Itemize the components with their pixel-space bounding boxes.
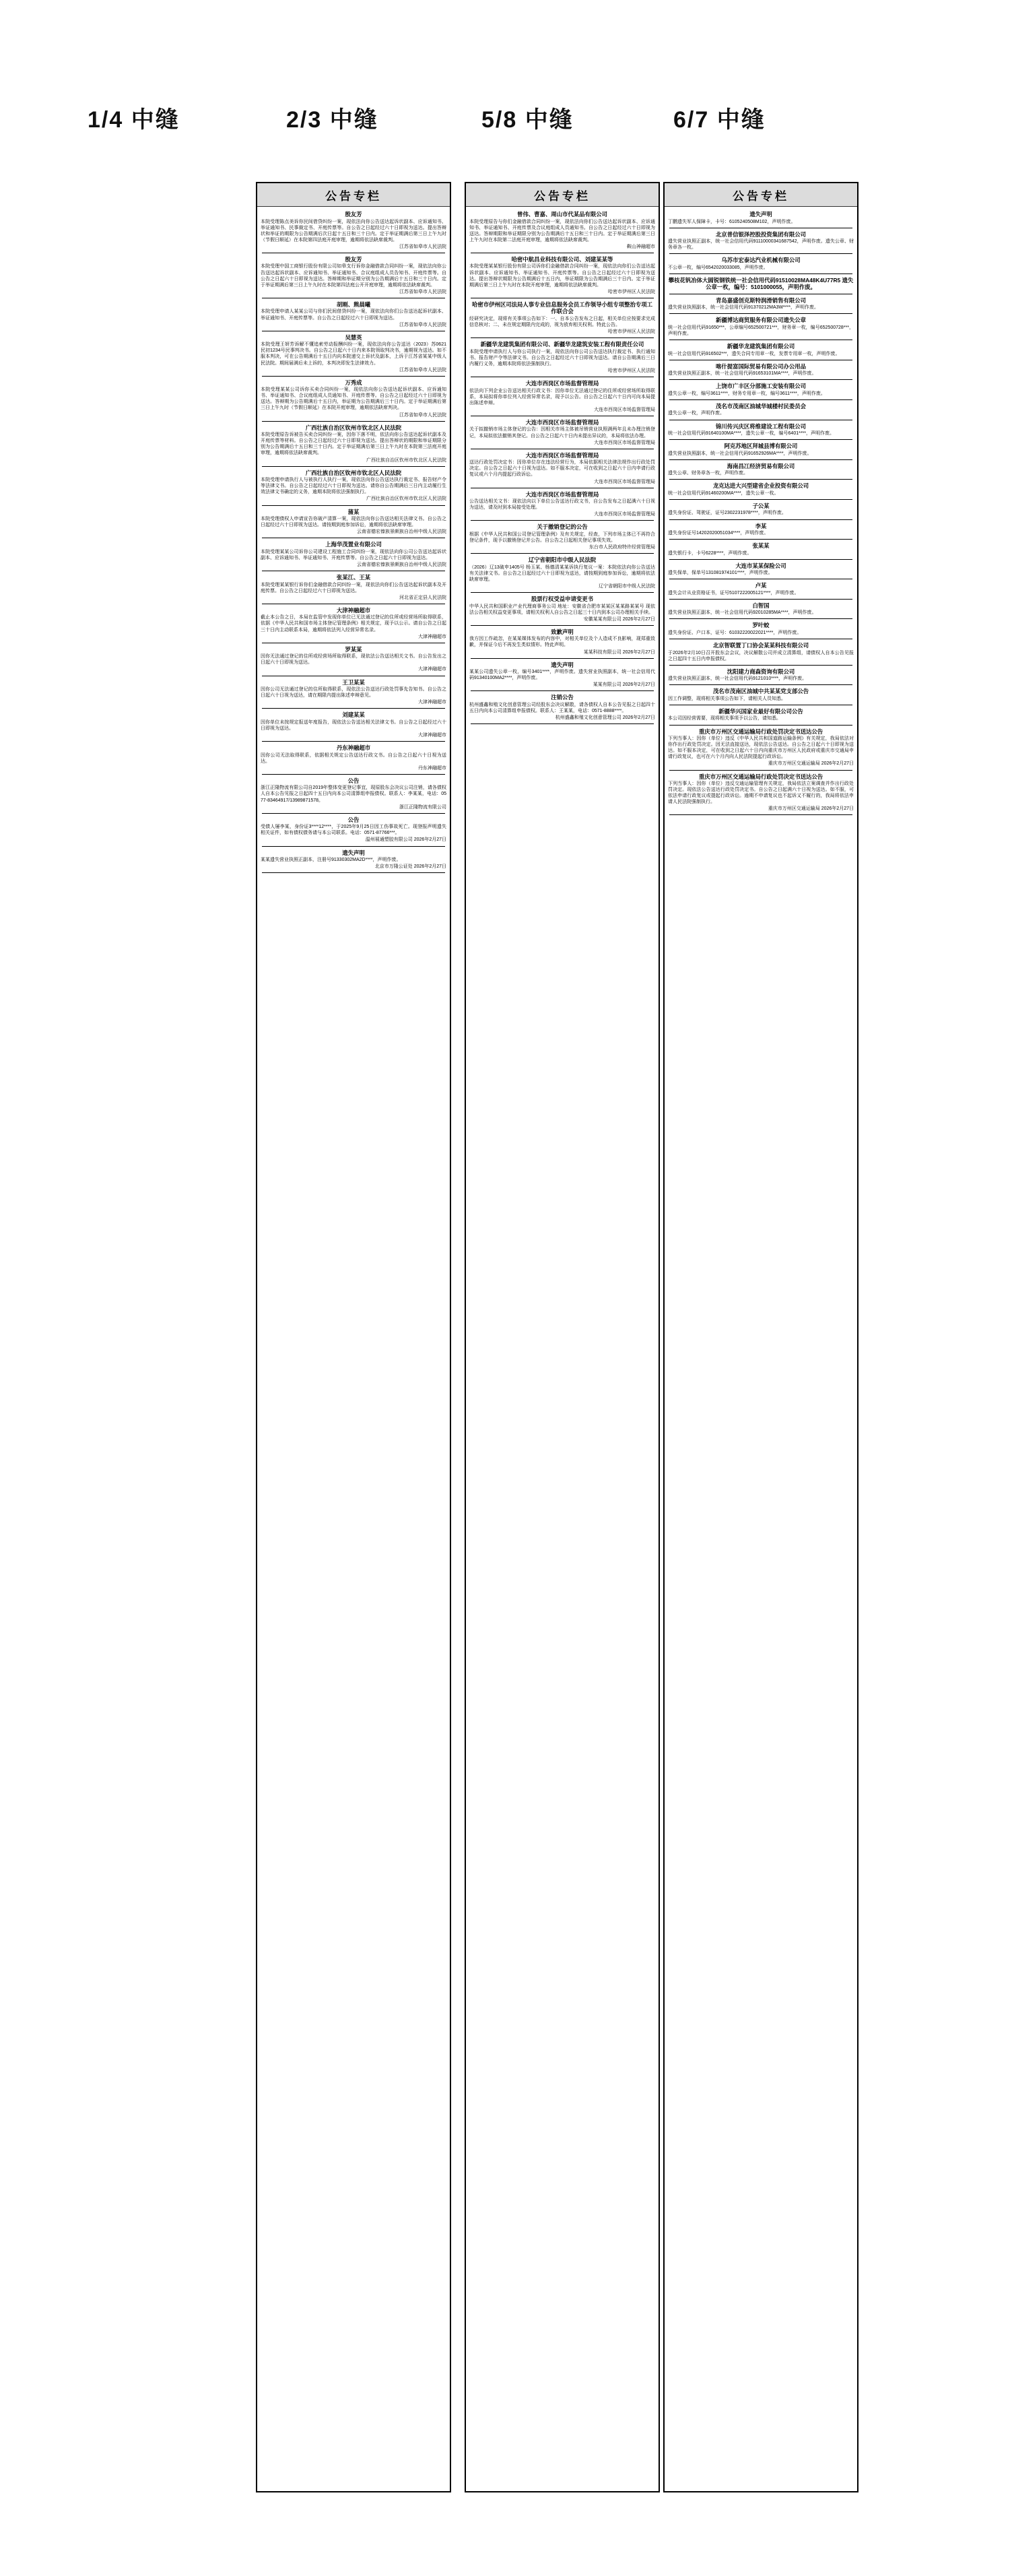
- notice-divider: [669, 519, 852, 520]
- notice-body: 某某公司遗失公章一枚，编号3401****，声明作废。遗失营业执照副本，统一社会信用代码91340100MA2****，声明作废。: [469, 670, 655, 681]
- notice-body: 依法向下列企业公告送达相关行政文书：因你单位无法通过登记的住所或经营场所取得联系，本局拟将你单位列入经营异常名录，现予以公告。自公告之日起六十日内可向本局提出陈述申辩。: [469, 388, 655, 406]
- notice-divider: [669, 599, 852, 600]
- notice-item: [261, 711, 446, 738]
- notice-title: 曾伟、曹嘉、周山市代某品有限公司: [517, 211, 607, 218]
- notice-body: 遗失营业执照正副本，统一社会信用代码91653101MA****，声明作废。: [668, 371, 817, 377]
- notice-item: [469, 556, 655, 589]
- notice-divider: [669, 770, 852, 771]
- notice-body: 杭州盛鑫和殖文化创意管理公司经股东会决议解散，请各债权人自本公告见报之日起四十五日内向本公司清算组申报债权。联系人：王某某，电话：0571-8888****。: [469, 702, 655, 713]
- notice-item: [469, 595, 655, 622]
- gutter-label-row: [0, 101, 1010, 141]
- gutter-label-1: 1/4 中缝: [88, 107, 180, 133]
- notice-body: 本院受理中国工商银行股份有限公司如皋支行诉你金融借款合同纠纷一案，现依法向你公告送达起诉状副本、应诉通知书、举证通知书、合议庭组成人员告知书、开庭传票等。自公告之日起六十日即视为送达。答辩期和举证期分别为公告期满后十五日和三十日内。定于举证期满后第三日上午九时在本院第四法庭公开开庭审理，逾期将依法缺席裁判。: [261, 264, 446, 288]
- notice-divider: [669, 439, 852, 440]
- notice-title: 遗失声明: [342, 849, 365, 856]
- notice-body: 浙江正隆物流有限公司自2019年整体变更登记事宜，现原股东会决议公司注销，请各债权人自本公告见报之日起四十五日内向本公司清算组申报债权。联系人：李某某，电话：0577-83464917/13989871578。: [261, 785, 446, 803]
- notice-divider: [669, 559, 852, 560]
- notice-item: [668, 582, 854, 596]
- notice-signature: 大连市西岗区市场监督管理局: [594, 407, 655, 412]
- notice-item: [261, 334, 446, 373]
- notice-divider: [262, 421, 445, 422]
- notice-title: 新疆华龙建筑集团有限公司: [727, 343, 795, 350]
- notice-title: 沈阳建力商森资询有限公司: [727, 668, 795, 675]
- notice-body: 送达行政处罚决定书：因你单位存在违法经营行为，本局依据相关法律法规作出行政处罚决定。自公告之日起六十日视为送达。如不服本决定，可在收到之日起六十日内申请行政复议或六个月内提起行政诉讼。: [469, 460, 655, 478]
- notice-title: 关于撤销登记的公告: [537, 523, 588, 531]
- notice-title: 殷友芳: [345, 211, 362, 218]
- notice-divider: [669, 479, 852, 480]
- gutter-label-2: 2/3 中缝: [286, 107, 378, 133]
- notice-divider: [471, 625, 654, 626]
- notice-item: [668, 363, 854, 377]
- notice-signature: 大连市西岗区市场监督管理局: [594, 440, 655, 445]
- notice-item: [261, 509, 446, 536]
- notice-title: 哈密中航昌业科技有限公司、刘建某某等: [511, 255, 613, 263]
- notice-body: 因你单位未按规定报送年度报告，现依法公告送达相关法律文书。自公告之日起经过六十日即视为送达。: [261, 719, 446, 731]
- notice-item: [469, 256, 655, 295]
- notice-item: [469, 211, 655, 250]
- notice-title: 殷友芳: [345, 255, 362, 263]
- notice-title: 哈密市伊州区司法局人事专业信息服务会员工作领导小组专项整治专项工作联合会: [472, 300, 652, 315]
- notice-item: [668, 708, 854, 722]
- notice-body: 遗失公章一枚，声明作废。: [668, 411, 725, 416]
- notice-signature: 某某有限公司 2026年2月27日: [593, 682, 655, 688]
- notice-item: [261, 470, 446, 503]
- notice-title: 新疆博达商贸服务有限公司遗失公章: [716, 317, 806, 324]
- notice-item: [668, 257, 854, 271]
- notice-signature: 江苏省如皋市人民法院: [399, 322, 446, 327]
- notice-item: [261, 849, 446, 870]
- notice-item: [261, 541, 446, 568]
- notice-divider: [262, 505, 445, 506]
- notice-title: 李某: [755, 522, 767, 529]
- notice-title: 刘建某某: [342, 711, 365, 719]
- notice-item: [668, 728, 854, 767]
- notice-item: [668, 773, 854, 812]
- notice-divider: [669, 684, 852, 685]
- notice-column-3: [663, 182, 858, 2492]
- notice-item: [261, 574, 446, 601]
- notice-title: 注销公告: [551, 694, 574, 701]
- notice-title: 大连市某某保险公司: [735, 562, 786, 569]
- notice-body: 本院受理某某银行诉你们金融借款合同纠纷一案，现依法向你们公告送达起诉状副本及开庭传票。自公告之日起经过六十日即视为送达。: [261, 582, 446, 593]
- column-body-1: [257, 207, 450, 880]
- notice-divider: [669, 399, 852, 400]
- notice-title: 张某某: [752, 542, 770, 550]
- notice-item: [261, 607, 446, 640]
- notice-item: [668, 642, 854, 662]
- notice-item: [261, 211, 446, 250]
- notice-divider: [262, 741, 445, 742]
- notice-body: 本院受理申请执行人与你公司执行一案，现依法向你公司公告送达执行裁定书、执行通知书、报告财产令等法律文书。自公告之日起经过六十日即视为送达。请自公告期满后三日内履行义务，逾期本院将依法强制执行。: [469, 349, 655, 366]
- notice-signature: 大津神融超市: [418, 634, 446, 639]
- notice-title: 茂名市茂南区油城华城楼村民委员会: [716, 402, 806, 410]
- column-header-3: 公告专栏: [665, 183, 857, 207]
- notice-item: [668, 277, 854, 291]
- notice-signature: 杭州盛鑫和殖文化创意管理公司 2026年2月27日: [555, 715, 655, 721]
- notice-body: 遗失营业执照正副本，统一社会信用代码92010285MA****，声明作废。: [668, 610, 817, 616]
- notice-item: [469, 301, 655, 335]
- notice-body: 因你公司无法取得联系，依据相关规定公告送达行政文书。自公告之日起六十日视为送达。: [261, 752, 446, 764]
- notice-title: 上饶市广丰区分部施工安装有限公司: [716, 383, 806, 390]
- notice-item: [261, 424, 446, 463]
- notice-title: 锦川传兴庆区将维建设工程有限公司: [716, 422, 806, 430]
- notice-divider: [471, 723, 654, 724]
- notice-item: [668, 668, 854, 682]
- notice-body: 本院受理申请执行人与被执行人执行一案，现依法向你公告送达执行裁定书、报告财产令等法律文书。自公告之日起经过六十日即视为送达。请你自公告期满后三日内主动履行生效法律文书确定的义务，逾期本院将依法强制执行。: [261, 478, 446, 495]
- notice-body: 遗失营业执照副本，统一社会信用代码91652926MA****，声明作废。: [668, 451, 812, 456]
- notice-body: 下列当事人：因你（单位）违反《中华人民共和国道路运输条例》有关规定，我局依法对你作出行政处罚决定。因无法直接送达，现依法公告送达。自公告之日起六十日即视为送达。如不服本决定，可在收到之日起六十日内向重庆市万州区人民政府或重庆市交通局申请行政复议，也可在六个月内向人民法院提起行政诉讼。: [668, 736, 854, 760]
- notice-title: 攀枝花钒冶体大圆锐钢铁统一社会信用代码91510028MA48K4U77R5 遗失公章一枚，编号：5101000055，声明作废。: [668, 276, 854, 291]
- notice-item: [668, 403, 854, 417]
- notice-body: 受债人屡李某，身份证3****12****，于2025年9月25日因工伤事故死亡。现登报声明遗失相关证件，如有债权债务请与本公司联系。电话：0571-87766***。: [261, 825, 446, 836]
- notice-item: [469, 452, 655, 485]
- notice-signature: 广西壮族自治区钦州市钦北区人民法院: [366, 457, 446, 463]
- notice-body: 统一社会信用代码916502***，遗失合同专用章一枚，发票专用章一枚，声明作废。: [668, 351, 840, 356]
- notice-divider: [471, 520, 654, 521]
- notice-body: 遗失公章、财务章各一枚，声明作废。: [668, 471, 748, 476]
- notice-title: 王卫某某: [342, 678, 365, 686]
- notice-body: 截止本公告之日，本局在监管中发现你单位已无法通过登记的住所或经营场所取得联系，依据《中华人民共和国市场主体登记管理条例》相关规定，现予以公示。请自公告之日起三十日内主动联系本局，逾期将依法列入经营异常名录。: [261, 615, 446, 633]
- notice-title: 喀什提富国际贸易有限公司办公用品: [716, 362, 806, 370]
- notice-divider: [262, 813, 445, 814]
- notice-body: 经研究决定，现将有关事项公告如下：一、自本公告发布之日起，相关单位应按要求完成信息核对；二、未在规定期限内完成的，视为放弃相关权利。特此公告。: [469, 316, 655, 328]
- notice-body: 遗失身份证号14202020051034****，声明作废。: [668, 531, 769, 536]
- notice-column-1: [256, 182, 451, 2492]
- notice-title: 龙克达进大兴型建省企业投资有限公司: [712, 482, 809, 490]
- column-body-2: [466, 207, 659, 731]
- notice-divider: [471, 592, 654, 593]
- notice-body: 遗失银行卡，卡号6228****，声明作废。: [668, 550, 752, 556]
- notice-body: 遗失保单，保单号131081974101****，声明作废。: [668, 571, 773, 576]
- notice-item: [469, 491, 655, 518]
- notice-title: 大连市西岗区市场监督管理局: [525, 418, 599, 426]
- notice-item: [668, 297, 854, 311]
- notice-body: 丁鹏遗失军人保障卡，卡号：6105240508M102，声明作废。: [668, 219, 796, 224]
- column-header-2: 公告专栏: [466, 183, 659, 207]
- notice-divider: [669, 539, 852, 540]
- notice-item: [668, 602, 854, 616]
- notice-title: 胡刚、熊晨曦: [336, 300, 371, 308]
- notice-body: 因你公司无法通过登记的住所取得联系，现依法公告送达行政处罚事先告知书。自公告之日起六十日视为送达，请在期限内提出陈述申辩意见。: [261, 687, 446, 699]
- notice-signature: 哈密市伊州区人民法院: [608, 368, 655, 373]
- notice-item: [261, 646, 446, 673]
- notice-divider: [471, 553, 654, 554]
- notice-body: 本院受理申请人某某公司与你们民间借贷纠纷一案，现依法向你们公告送达起诉状副本、举证通知书、开庭传票等。自公告之日起经过六十日即视为送达。: [261, 309, 446, 321]
- notice-item: [668, 622, 854, 636]
- notice-title: 辽宁省朝阳市中级人民法院: [528, 556, 597, 564]
- notice-item: [668, 423, 854, 437]
- notice-divider: [669, 618, 852, 619]
- notice-body: 统一社会信用代码91640100MA****，遗失公章一枚，编号6401****，声明作废。: [668, 431, 835, 437]
- notice-body: 遗失会计从业资格证书，证号5107222005121****，声明作废。: [668, 590, 799, 595]
- notice-title: 张某江、王某: [336, 574, 371, 581]
- notice-signature: 辽宁省朝阳市中级人民法院: [599, 583, 655, 589]
- notice-column-2: [465, 182, 660, 2492]
- notice-title: 公告: [347, 777, 360, 784]
- notice-item: [469, 694, 655, 721]
- notice-item: [668, 523, 854, 537]
- notice-item: [469, 380, 655, 413]
- notice-signature: 哈密市伊州区人民法院: [608, 329, 655, 335]
- notice-body: 遗失身份证、驾驶证，证号2302231978****，声明作废。: [668, 511, 786, 516]
- notice-title: 新疆华兴国家业最好有限公司公告: [718, 707, 803, 715]
- notice-item: [668, 443, 854, 457]
- notice-body: 关于拟撤销市场主体登记的公告：因相关市场主体被吊销营业执照满两年且未办理注销登记，本局拟依法撤销其登记。自公告之日起六十日内未提出异议的，本局将依法办理。: [469, 427, 655, 439]
- notice-title: 丹东神融超市: [336, 744, 371, 752]
- notice-item: [261, 744, 446, 771]
- column-body-3: [665, 207, 857, 822]
- gutter-label-3: 5/8 中缝: [481, 107, 574, 133]
- notice-item: [668, 343, 854, 357]
- notice-body: 本院受理债权人申请宣告你破产清算一案，现依法向你公告送达相关法律文书。自公告之日起经过六十日即视为送达。请按期到庭参加诉讼，逾期将依法缺席审理。: [261, 517, 446, 528]
- notice-item: [261, 301, 446, 328]
- notice-title: 大连市西岗区市场监督管理局: [525, 380, 599, 387]
- notice-item: [261, 777, 446, 810]
- notice-title: 致歉声明: [551, 628, 574, 635]
- notice-body: 遗失营业执照正副本，统一社会信用代码9121010****，声明作废。: [668, 676, 807, 682]
- notice-item: [261, 256, 446, 295]
- notice-divider: [262, 466, 445, 467]
- notice-title: 北京智联置丁口协会某某科技有限公司: [712, 642, 809, 649]
- notice-signature: 鞍山神融超市: [627, 244, 655, 249]
- notice-body: 本院受理陈点美诉你民间借贷纠纷一案，现依法向你公告送达起诉状副本、应诉通知书、举证通知书、民事裁定书、开庭传票等。自公告之日起经过六十日即视为送达。提出答辩状和举证的期限为公告期满后次日起十五日和三十日内。定于举证期满后第三日上午九时（节假日顺延）在本院第四法庭开庭审理，逾期将依法缺席裁判。: [261, 219, 446, 243]
- notice-divider: [262, 774, 445, 775]
- notice-signature: 广西壮族自治区钦州市钦北区人民法院: [366, 496, 446, 502]
- notice-item: [668, 503, 854, 517]
- notice-body: 本院受理某某公司诉你公司建设工程施工合同纠纷一案，现依法向你公司公告送达起诉状副本、应诉通知书、举证通知书、开庭传票等。自公告之日起六十日即视为送达。: [261, 549, 446, 560]
- notice-body: 本院受理王妍芳诉解不懂追索劳动报酬纠纷一案，现依法向你公告送达（2023）苏0621民初1234号民事判决书。自公告之日起六十日内来本院领取判决书，逾期视为送达。如不服本判决，可在公告期满后十五日内向本院递交上诉状及副本，上诉于江苏省某某中级人民法院。期间届满后未上诉的，本判决即发生法律效力。: [261, 342, 446, 366]
- notice-title: 重庆市万州区交通运输局行政处罚决定书送达公告: [698, 728, 823, 735]
- notice-item: [261, 679, 446, 706]
- notice-title: 广西壮族自治区钦州市钦北区人民法院: [305, 469, 402, 476]
- notice-signature: 江苏省如皋市人民法院: [399, 289, 446, 294]
- notice-title: 青岛嘉盛创克斯特润滑销售有限公司: [716, 296, 806, 304]
- notice-signature: 重庆市万州区交通运输局 2026年2月27日: [768, 761, 854, 767]
- notice-body: 统一社会信用代码91650***，公章编号652500721***，财务章一枚，编号652500728***，声明作废。: [668, 325, 854, 337]
- notice-body: 我方因工作疏忽，在某某媒体发布的内容中，对相关单位及个人造成不良影响，现郑重致歉，并保证今后不再发生类似情形。特此声明。: [469, 637, 655, 648]
- column-header-1: 公告专栏: [257, 183, 450, 207]
- notice-signature: 江苏省如皋市人民法院: [399, 244, 446, 249]
- notice-item: [668, 562, 854, 577]
- notice-title: 股票行权受益申请变更书: [531, 595, 594, 603]
- notice-body: 中华人民共和国职业产业代理商事务公司 地址：安徽省合肥市某某区某某路某某号 现依法公告相关权益变更事项，请相关权利人自公告之日起三十日内到本公司办理相关手续。: [469, 604, 655, 615]
- notice-body: 公告送达相关文书：现依法向以下单位公告送达行政文书，自公告发布之日起满六十日视为送达，请及时到本局接受处理。: [469, 499, 655, 511]
- notice-title: 阿克苏地区拜城县博有限公司: [724, 443, 798, 450]
- notice-signature: 江苏省如皋市人民法院: [399, 412, 446, 418]
- notice-signature: 丹东神融超市: [418, 765, 446, 771]
- notice-body: 根据《中华人民共和国公司登记管理条例》及有关规定，经查，下列市场主体已不再符合登记条件，现予以撤销登记并公告。自公告之日起相关登记事项失效。: [469, 532, 655, 543]
- notice-title: 罗某某: [345, 645, 362, 653]
- notice-divider: [669, 253, 852, 254]
- notice-divider: [669, 499, 852, 500]
- notice-signature: 东台市人民政府特许经营管理局: [589, 545, 655, 550]
- notice-body: 不公章一枚，编号6542020033085，声明作废。: [668, 265, 768, 270]
- notice-item: [261, 816, 446, 843]
- notice-title: 遗失声明: [551, 661, 574, 668]
- notice-title: 万秀成: [345, 379, 362, 386]
- notice-body: 因你无法通过登记的住所或经营场所取得联系，现依法公告送达相关文书。自公告发出之日起六十日即视为送达。: [261, 654, 446, 666]
- notice-item: [668, 211, 854, 225]
- notice-body: 遗失公章一枚，编号3611****，财务专用章一枚，编号3611****，声明作废。: [668, 391, 826, 396]
- notice-title: 吴慧英: [345, 333, 362, 341]
- notice-signature: 大连市西岗区市场监督管理局: [594, 512, 655, 517]
- notice-divider: [471, 690, 654, 691]
- notice-item: [668, 688, 854, 702]
- notice-divider: [669, 459, 852, 460]
- notice-item: [668, 317, 854, 337]
- notice-signature: 某某科技有限公司 2026年2月27日: [583, 649, 655, 655]
- notice-item: [261, 379, 446, 418]
- notice-body: 下列当事人：因你（单位）违反交通运输管理有关规定，我局依法立案调查并作出行政处罚决定。现依法公告送达行政处罚决定书。自公告之日起满六十日视为送达。如不服，可依法申请行政复议或提起行政诉讼。逾期不申请复议也不起诉又不履行的，我局将依法申请人民法院强制执行。: [668, 781, 854, 805]
- notice-signature: 云南省德宏傣族景颇族自治州中级人民法院: [357, 562, 446, 567]
- notice-item: [469, 341, 655, 374]
- notice-title: 大连市西岗区市场监督管理局: [525, 451, 599, 459]
- notice-signature: 安徽某某有限公司 2026年2月27日: [583, 616, 655, 622]
- notice-signature: 哈密市伊州区人民法院: [608, 289, 655, 294]
- notice-item: [668, 383, 854, 397]
- notice-divider: [471, 337, 654, 338]
- notice-title: 大津神融超市: [336, 606, 371, 614]
- notice-divider: [262, 376, 445, 377]
- notice-divider: [471, 658, 654, 659]
- notice-title: 子公某: [752, 502, 770, 509]
- notice-item: [668, 231, 854, 251]
- notice-item: [469, 662, 655, 688]
- notice-title: 卢某: [755, 582, 767, 589]
- notice-body: 统一社会信用代码91460200MA****，遗失公章一枚。: [668, 490, 779, 496]
- notice-signature: 云南省德宏傣族景颇族自治州中级人民法院: [357, 529, 446, 535]
- notice-divider: [262, 872, 445, 873]
- notice-title: 上海华茂置业有限公司: [325, 541, 382, 548]
- notice-signature: 江苏省如皋市人民法院: [399, 367, 446, 373]
- notice-signature: 温州展通塑胶有限公司 2026年2月27日: [365, 837, 446, 843]
- notice-body: 本院受理某某银行股份有限公司诉你们金融借款合同纠纷一案，现依法向你们公告送达起诉状副本、应诉通知书、举证通知书、开庭传票等。自公告之日起经过六十日即视为送达。提出答辩状期限为公告期满后十五日内，举证期限为公告期满后三十日内。定于举证期满后第三日上午九时在本院开庭审理，逾期将依法缺席裁判。: [469, 264, 655, 288]
- notice-divider: [669, 379, 852, 380]
- notice-title: 海南昌冮经济贸易有限公司: [727, 462, 795, 470]
- notice-body: 本院受理原告与你们金融借款合同纠纷一案，现依法向你们公告送达起诉状副本、应诉通知书、举证通知书、开庭传票及合议庭组成人员通知书。自公告之日起经过六十日即视为送达。答辩期限和举证期限分别为公告期满后十五日和三十日内。定于举证期满后第三日上午九时在本院第二法庭开庭审理，逾期将依法缺席裁判。: [469, 219, 655, 243]
- notice-item: [668, 542, 854, 556]
- notice-item: [668, 463, 854, 477]
- notice-title: 北京普信银泽控股投资集团有限公司: [716, 230, 806, 238]
- notice-signature: 大津神融超市: [418, 700, 446, 705]
- notice-divider: [669, 273, 852, 274]
- notice-title: 重庆市万州区交通运输局行政处罚决定书送达公告: [698, 773, 823, 780]
- notice-divider: [669, 313, 852, 314]
- notice-signature: 大连市西岗区市场监督管理局: [594, 479, 655, 484]
- notice-title: 大连市西岗区市场监督管理局: [525, 490, 599, 498]
- notice-body: 某某遗失营业执照正副本，注册号91330302MA2D****，声明作废。: [261, 858, 401, 862]
- notice-item: [469, 629, 655, 655]
- gutter-label-4: 6/7 中缝: [673, 107, 766, 133]
- notice-body: 遗失身份证、户口本，证号：61032220022021****，声明作废。: [668, 630, 802, 635]
- notice-divider: [262, 708, 445, 709]
- notice-signature: 大津神融超市: [418, 732, 446, 738]
- notice-signature: 北京市万隆公证处 2026年2月27日: [374, 864, 446, 870]
- notice-body: 本公司因经营需要，现将相关事项予以公告，请知悉。: [668, 716, 781, 721]
- notice-divider: [669, 665, 852, 666]
- notice-body: 因工作调整，现将相关事项公告如下，请相关人员知悉。: [668, 696, 786, 701]
- notice-item: [469, 523, 655, 550]
- notice-body: 遗失营业执照副本，统一社会信用代码91370212MA3W****，声明作废。: [668, 305, 819, 311]
- notice-item: [469, 419, 655, 446]
- notice-signature: 重庆市万州区交通运输局 2026年2月27日: [768, 806, 854, 812]
- notice-signature: 浙江正隆物流有限公司: [399, 804, 446, 810]
- notice-title: 遗失声明: [749, 211, 772, 218]
- notice-divider: [669, 814, 852, 815]
- notice-title: 新疆华龙建筑集团有限公司、新疆华龙建筑安装工程有限责任公司: [480, 341, 644, 348]
- notice-signature: 河北省正定县人民法院: [399, 595, 446, 600]
- notice-title: 广西壮族自治区钦州市钦北区人民法院: [305, 424, 402, 431]
- notice-divider: [669, 725, 852, 726]
- notice-body: 本院受理某某公司诉你买卖合同纠纷一案，现依法向你公告送达起诉状副本、应诉通知书、举证通知书、合议庭组成人员通知书、开庭传票等。自公告之日起经过六十日即视为送达。答辩期为公告期满后十五日内，举证期为公告期满后三十日内。定于举证期满后第三日上午九时（节假日顺延）在本院开庭审理，逾期依法缺席判决。: [261, 387, 446, 411]
- notice-title: 茂名市茂南区油城中共某某党支部公告: [712, 688, 809, 695]
- notice-title: 罗叶蛟: [752, 622, 770, 629]
- notice-signature: 大津神融超市: [418, 667, 446, 672]
- notice-title: 乌苏市宏泰达汽业机械有限公司: [721, 257, 801, 264]
- notice-body: 遗失营业执照正副本，统一社会信用代码91110000341687542，声明作废。遗失公章、财务章各一枚。: [668, 239, 854, 251]
- notice-title: 公告: [347, 816, 360, 823]
- notice-item: [668, 482, 854, 496]
- notice-title: 白智国: [752, 602, 770, 609]
- notice-title: 蒲某: [347, 508, 360, 515]
- notice-divider: [262, 846, 445, 847]
- notice-body: （2026）辽13破申1405号 杨玉某、杨德清某某诉执行复议一案：本院依法向你公告送达有关法律文书。自公告之日起经过六十日即视为送达，请按期到庭参加诉讼，逾期将依法缺席审理。: [469, 565, 655, 582]
- notice-body: 于2026年2月10日召开股东会会议，决议解散公司并成立清算组，请债权人自本公告见报之日起四十五日内申报债权。: [668, 650, 854, 662]
- notice-body: 本院受理原告诉被告买卖合同纠纷一案，因你下落不明，依法向你公告送达起诉状副本及开庭传票等材料。自公告之日起经过六十日即视为送达。提出答辩状的期限和举证期限分别为公告期满后十五日和三十日内。定于举证期满后第三日上午九时在本院第三法庭开庭审理，逾期将依法缺席裁判。: [261, 432, 446, 456]
